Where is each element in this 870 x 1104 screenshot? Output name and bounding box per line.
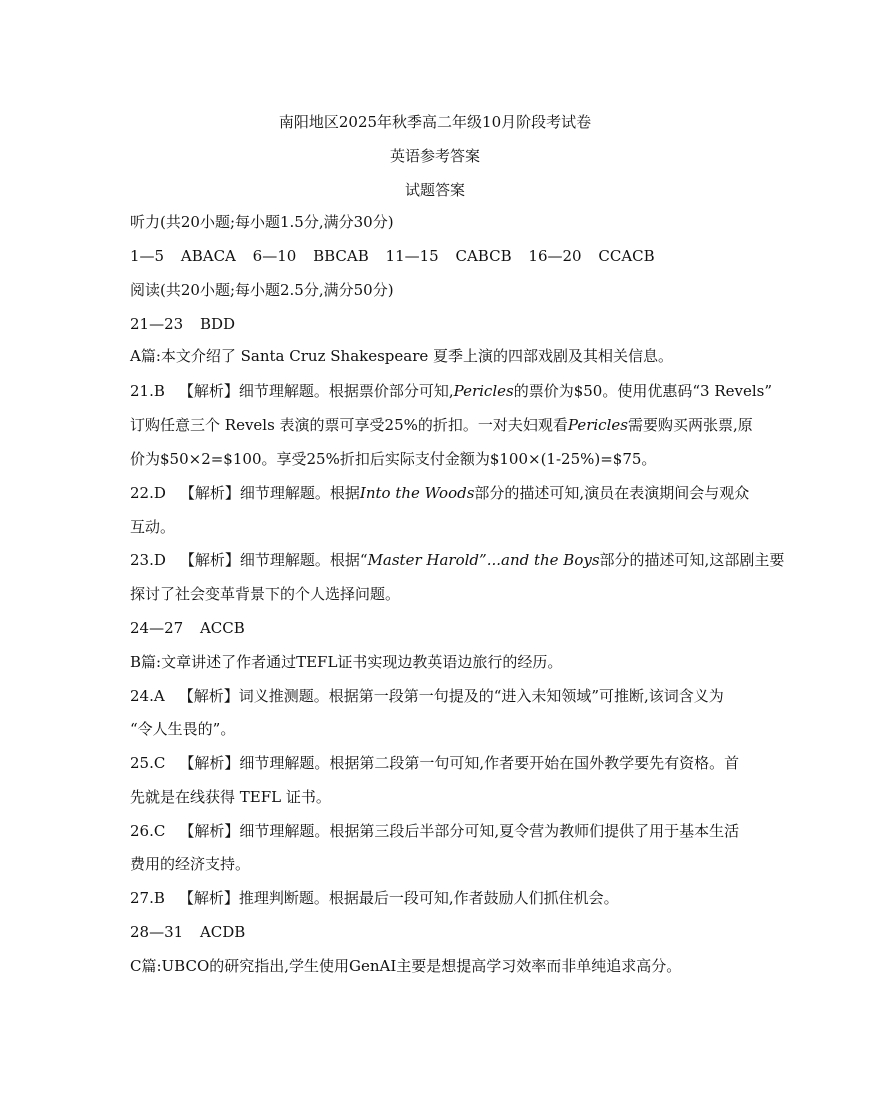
answer-range: 6—10 bbox=[252, 247, 297, 265]
answer-range: 28—31 bbox=[130, 923, 184, 941]
q24-line-2: “令人生畏的”。 bbox=[130, 720, 236, 738]
question-label: 24.A bbox=[130, 687, 165, 705]
group-c-answers bbox=[130, 922, 750, 942]
q26-line-2: 费用的经济支持。 bbox=[130, 855, 251, 873]
answer-range: 11—15 bbox=[385, 247, 439, 265]
q26-line-1: 26.C 【解析】细节理解题。根据第三段后半部分可知,夏令营为教师们提供了用于基本生活 bbox=[130, 822, 740, 840]
q24-line-1: 24.A 【解析】词义推测题。根据第一段第一句提及的“进入未知领域”可推断,该词含义为 bbox=[130, 687, 724, 705]
q23-line-1: 23.D 【解析】细节理解题。根据“Master Harold”...and the Boys部分的描述可知,这部剧主要 bbox=[130, 551, 785, 569]
question-label: 27.B bbox=[130, 889, 165, 907]
answer-range: 24—27 bbox=[130, 619, 184, 637]
q22-line-2: 互动。 bbox=[130, 518, 176, 536]
q21-line-3: 价为$50×2=$100。享受25%折扣后实际支付金额为$100×(1-25%)=$75。 bbox=[130, 450, 657, 468]
answer-range: 21—23 bbox=[130, 315, 184, 333]
listening-answers bbox=[130, 246, 750, 266]
question-label: 23.D bbox=[130, 551, 166, 569]
q21-line-1: 21.B 【解析】细节理解题。根据票价部分可知,Pericles的票价为$50。使用优惠码“3 Revels” bbox=[130, 382, 773, 400]
q25-line-2: 先就是在线获得 TEFL 证书。 bbox=[130, 788, 331, 806]
document-subtitle-2: 试题答案 bbox=[404, 181, 465, 199]
answer-letters: CCACB bbox=[598, 247, 655, 265]
answer-letters: ABACA bbox=[180, 247, 236, 265]
answer-letters: ACDB bbox=[199, 923, 246, 941]
question-label: 26.C bbox=[130, 822, 166, 840]
answer-letters: ACCB bbox=[199, 619, 245, 637]
passage-a-summary: A篇:本文介绍了 Santa Cruz Shakespeare 夏季上演的四部戏剧及其相关信息。 bbox=[130, 347, 674, 365]
answer-letters: BBCAB bbox=[313, 247, 369, 265]
q27-line-1: 27.B 【解析】推理判断题。根据最后一段可知,作者鼓励人们抓住机会。 bbox=[130, 889, 619, 907]
question-label: 25.C bbox=[130, 754, 166, 772]
listening-header: 听力(共20小题;每小题1.5分,满分30分) bbox=[130, 213, 394, 231]
reading-header: 阅读(共20小题;每小题2.5分,满分50分) bbox=[130, 281, 394, 299]
document-subtitle: 英语参考答案 bbox=[389, 147, 480, 165]
document-title: 南阳地区2025年秋季高二年级10月阶段考试卷 bbox=[278, 113, 592, 131]
q22-line-1: 22.D 【解析】细节理解题。根据Into the Woods部分的描述可知,演员在表演期间会与观众 bbox=[130, 484, 750, 502]
group-a-answers bbox=[130, 314, 750, 334]
q25-line-1: 25.C 【解析】细节理解题。根据第二段第一句可知,作者要开始在国外教学要先有资格。首 bbox=[130, 754, 740, 772]
question-label: 22.D bbox=[130, 484, 166, 502]
passage-c-summary: C篇:UBCO的研究指出,学生使用GenAI主要是想提高学习效率而非单纯追求高分。 bbox=[130, 957, 682, 975]
group-b-answers bbox=[130, 618, 750, 638]
passage-b-summary: B篇:文章讲述了作者通过TEFL证书实现边教英语边旅行的经历。 bbox=[130, 653, 563, 671]
q23-line-2: 探讨了社会变革背景下的个人选择问题。 bbox=[130, 585, 401, 603]
q21-line-2: 订购任意三个 Revels 表演的票可享受25%的折扣。一对夫妇观看Pericles需要购买两张票,原 bbox=[130, 416, 753, 434]
question-label: 21.B bbox=[130, 382, 165, 400]
answer-range: 1—5 bbox=[130, 247, 165, 265]
answer-letters: BDD bbox=[199, 315, 236, 333]
answer-range: 16—20 bbox=[528, 247, 582, 265]
answer-letters: CABCB bbox=[455, 247, 512, 265]
